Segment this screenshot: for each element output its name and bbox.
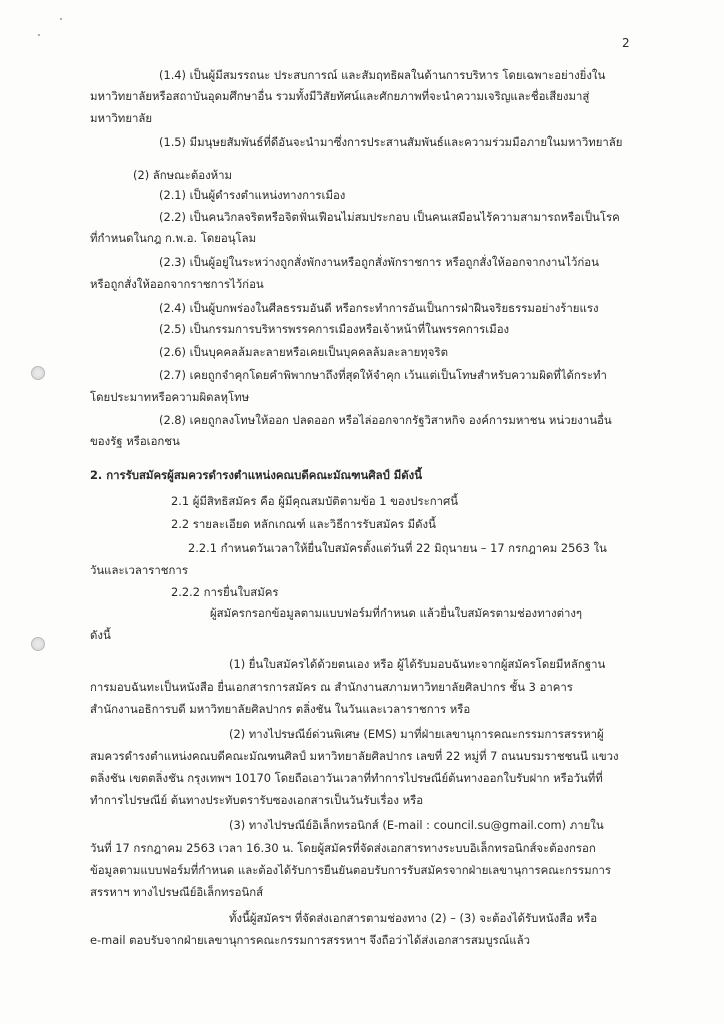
text-line: ดังนี้: [90, 628, 111, 642]
text-line: e-mail ตอบรับจากฝ่ายเลขานุการคณะกรรมการสรรหาฯ จึงถือว่าได้ส่งเอกสารสมบูรณ์แล้ว: [90, 933, 530, 947]
text-line: 2.2.1 กำหนดวันเวลาให้ยื่นใบสมัครตั้งแต่วันที่ 22 มิถุนายน – 17 กรกฎาคม 2563 ใน: [188, 541, 607, 555]
text-line: ของรัฐ หรือเอกชน: [90, 434, 180, 448]
section-heading: 2. การรับสมัครผู้สมควรดำรงตำแหน่งคณบดีคณะมัณฑนศิลป์ มีดังนี้: [90, 468, 423, 482]
text-line: (2.3) เป็นผู้อยู่ในระหว่างถูกสั่งพักงานหรือถูกสั่งพักราชการ หรือถูกสั่งให้ออกจากงานไว้ก่อน: [159, 255, 599, 269]
text-line: (1.5) มีมนุษยสัมพันธ์ที่ดีอันจะนำมาซึ่งการประสานสัมพันธ์และความร่วมมือภายในมหาวิทยาลัย: [159, 135, 623, 149]
text-line: โดยประมาทหรือความผิดลหุโทษ: [90, 390, 250, 404]
punch-hole-mark: [31, 366, 45, 380]
text-line: (2.6) เป็นบุคคลล้มละลายหรือเคยเป็นบุคคลล้มละลายทุจริต: [159, 345, 448, 359]
text-line: (1.4) เป็นผู้มีสมรรถนะ ประสบการณ์ และสัมฤทธิผลในด้านการบริหาร โดยเฉพาะอย่างยิ่งใน: [159, 68, 606, 82]
email-line: (3) ทางไปรษณีย์อิเล็กทรอนิกส์ (E-mail : council.su@gmail.com) ภายใน: [229, 818, 604, 832]
text-line: ข้อมูลตามแบบฟอร์มที่กำหนด และต้องได้รับการยืนยันตอบรับการรับสมัครจากฝ่ายเลขานุการคณะกรรมการ: [90, 863, 612, 877]
text-line: (2.1) เป็นผู้ดำรงตำแหน่งทางการเมือง: [159, 188, 346, 202]
text-line: ที่กำหนดในกฎ ก.พ.อ. โดยอนุโลม: [90, 231, 257, 245]
text-line: วันและเวลาราชการ: [90, 563, 188, 577]
text-line: (2.4) เป็นผู้บกพร่องในศีลธรรมอันดี หรือกระทำการอันเป็นการฝ่าฝืนจริยธรรมอย่างร้ายแรง: [159, 301, 599, 315]
text-line: (2.7) เคยถูกจำคุกโดยคำพิพากษาถึงที่สุดให้จำคุก เว้นแต่เป็นโทษสำหรับความผิดที่ได้กระทำ: [159, 368, 607, 382]
text-line: 2.2 รายละเอียด หลักเกณฑ์ และวิธีการรับสมัคร มีดังนี้: [171, 517, 436, 531]
text-line: ตลิ่งชัน เขตตลิ่งชัน กรุงเทพฯ 10170 โดยถือเอาวันเวลาที่ทำการไปรษณีย์ต้นทางออกใบรับฝาก หรือวันที่ที่: [90, 771, 603, 785]
scan-speck: [38, 34, 40, 36]
text-line: (2) ทางไปรษณีย์ด่วนพิเศษ (EMS) มาที่ฝ่ายเลขานุการคณะกรรมการสรรหาผู้: [229, 727, 604, 741]
text-line: 2.1 ผู้มีสิทธิสมัคร คือ ผู้มีคุณสมบัติตามข้อ 1 ของประกาศนี้: [171, 494, 459, 508]
punch-hole-mark: [31, 637, 45, 651]
text-line: มหาวิทยาลัย: [90, 111, 153, 125]
text-line: สำนักงานอธิการบดี มหาวิทยาลัยศิลปากร ตลิ่งชัน ในวันและเวลาราชการ หรือ: [90, 702, 471, 716]
text-line: ผู้สมัครกรอกข้อมูลตามแบบฟอร์มที่กำหนด แล้วยื่นใบสมัครตามช่องทางต่างๆ: [210, 606, 583, 620]
text-line: มหาวิทยาลัยหรือสถาบันอุดมศึกษาอื่น รวมทั้งมีวิสัยทัศน์และศักยภาพที่จะนำความเจริญและชื่อเสียงมาสู่: [90, 89, 590, 103]
text-line: ทำการไปรษณีย์ ต้นทางประทับตรารับซองเอกสารเป็นวันรับเรื่อง หรือ: [90, 793, 424, 807]
text-line: (1) ยื่นใบสมัครได้ด้วยตนเอง หรือ ผู้ได้รับมอบฉันทะจากผู้สมัครโดยมีหลักฐาน: [229, 657, 606, 671]
text-line: หรือถูกสั่งให้ออกจากราชการไว้ก่อน: [90, 277, 264, 291]
text-line: ทั้งนี้ผู้สมัครฯ ที่จัดส่งเอกสารตามช่องทาง (2) – (3) จะต้องได้รับหนังสือ หรือ: [229, 911, 598, 925]
text-line: การมอบฉันทะเป็นหนังสือ ยื่นเอกสารการสมัคร ณ สำนักงานสภามหาวิทยาลัยศิลปากร ชั้น 3 อาคาร: [90, 680, 573, 694]
scan-speck: [60, 18, 62, 20]
text-line: วันที่ 17 กรกฎาคม 2563 เวลา 16.30 น. โดยผู้สมัครที่จัดส่งเอกสารทางระบบอิเล็กทรอนิกส์จะต้องกรอก: [90, 841, 596, 855]
text-line: สมควรดำรงตำแหน่งคณบดีคณะมัณฑนศิลป์ มหาวิทยาลัยศิลปากร เลขที่ 22 หมู่ที่ 7 ถนนบรมราชชนนี แขวง: [90, 749, 619, 763]
text-line: (2.5) เป็นกรรมการบริหารพรรคการเมืองหรือเจ้าหน้าที่ในพรรคการเมือง: [159, 322, 510, 336]
page-number: 2: [622, 36, 630, 50]
text-line: 2.2.2 การยื่นใบสมัคร: [171, 585, 279, 599]
text-line: (2.8) เคยถูกลงโทษให้ออก ปลดออก หรือไล่ออกจากรัฐวิสาหกิจ องค์การมหาชน หน่วยงานอื่น: [159, 413, 612, 427]
text-line: (2.2) เป็นคนวิกลจริตหรือจิตฟั่นเฟือนไม่สมประกอบ เป็นคนเสมือนไร้ความสามารถหรือเป็นโรค: [159, 210, 620, 224]
text-line: สรรหาฯ ทางไปรษณีย์อิเล็กทรอนิกส์: [90, 885, 264, 899]
section-heading: (2) ลักษณะต้องห้าม: [133, 168, 233, 182]
